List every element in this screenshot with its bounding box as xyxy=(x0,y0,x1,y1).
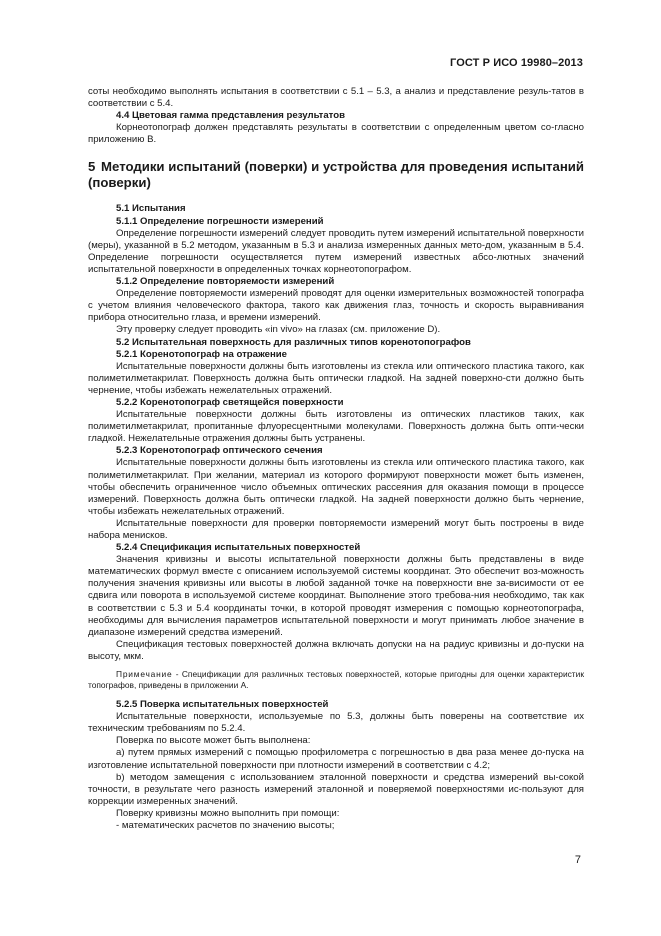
note-label: Примечание xyxy=(116,669,173,680)
section-number-5: 5 xyxy=(88,159,96,175)
paragraph-5-2-5b: Поверка по высоте может быть выполнена: xyxy=(116,735,311,747)
heading-5-1-2: 5.1.2 Определение повторяемости измерений xyxy=(116,276,335,288)
heading-5-2: 5.2 Испытательная поверхность для различных типов коренотопографов xyxy=(116,336,471,348)
paragraph-5-1-1: Определение погрешности измерений следует проводить путем измерений испытательной поверхности (меры), указанной в 5.2 методом, указанным в 5.3 и анализа измеренных данных мето-дом, указанным в 5.4. Определение погрешности осуществляется путем измерений известных абсо-лютных значений испытательной поверхности в определенных точках корнеотопографом. xyxy=(88,227,584,275)
section-heading-5 xyxy=(88,159,584,191)
paragraph-5-2-4a: Значения кривизны и высоты испытательной поверхности должны быть представлены в виде математических формул вместе с описанием используемой системы координат. Это обеспечит воз-можность получения значения кривизны или высоты в любой заданной точке на поверхности вне за-висимости от ее сдвига или поворота в используемой системе координат. Выполнение этого требова-ния необходимо, так как в соответствии с 5.3 и 5.4 координаты точки, в которой проводят измерения с помощью корнеотопографа, необходимы для вычисления параметров испытательной поверхности и могут принимать любое значение в диапазоне измерений средства измерений. xyxy=(88,554,584,638)
paragraph-5-2-5e: Поверку кривизны можно выполнить при помощи: xyxy=(116,807,340,819)
paragraph-5-2-3a: Испытательные поверхности должны быть изготовлены из стекла или оптического пластика такого, как полиметилметакрилат. При желании, материал из которого формируют поверхности может быть изменен, чтобы обеспечить ограниченное число объемных оптических рассеяния для оказания помощи в процессе измерений. Поверхность должна быть оптически гладкой. На задней поверхности должно быть чернение, чтобы избежать нежелательных отражений. xyxy=(88,457,584,517)
document-header: ГОСТ Р ИСО 19980–2013 xyxy=(450,57,583,69)
note-text: - Спецификации для различных тестовых поверхностей, которые пригодны для оценки характеристик топографов, приведены в приложении А. xyxy=(88,669,584,691)
paragraph-5-2-1: Испытательные поверхности должны быть изготовлены из стекла или оптического пластика такого, как полиметилметакрилат. Поверхность должна быть оптически гладкой. На задней поверхно-сти должно быть чернение, чтобы избежать нежелательных отражений. xyxy=(88,360,584,396)
section-title-5: Методики испытаний (поверки) и устройства для проведения испытаний (поверки) xyxy=(88,159,584,191)
page-number: 7 xyxy=(574,854,581,866)
paragraph-5-2-5a: Испытательные поверхности, используемые по 5.3, должны быть поверены на соответствие их техническим требованиям по 5.2.4. xyxy=(88,711,584,735)
heading-4-4: 4.4 Цветовая гамма представления результатов xyxy=(116,110,345,122)
document-body xyxy=(88,86,584,832)
heading-5-2-4: 5.2.4 Спецификация испытательных поверхностей xyxy=(116,542,361,554)
paragraph-intro: соты необходимо выполнять испытания в соответствии с 5.1 – 5.3, а анализ и представление резуль-татов в соответствии с 5.4. xyxy=(88,86,584,110)
heading-5-2-2: 5.2.2 Коренотопограф светящейся поверхности xyxy=(116,396,344,408)
list-item-a: а) путем прямых измерений с помощью профилометра с погрешностью в два раза менее до-пуска на изготовление испытательной поверхности при плотности измерений в соответствии с 4.2; xyxy=(88,747,584,771)
list-item-b: b) методом замещения с использованием эталонной поверхности и средства измерений вы-сокой точности, в результате чего разность измерений эталонной и поверяемой поверхностями ис-пользуют для коррекции измеренных значений. xyxy=(88,771,584,807)
paragraph-5-1-2b: Эту проверку следует проводить «in vivo» на глазах (см. приложение D). xyxy=(116,324,441,336)
list-item-dash: - математических расчетов по значению высоты; xyxy=(116,819,335,831)
paragraph-5-2-2: Испытательные поверхности должны быть изготовлены из оптических пластиков таких, как полиметилметакрилат, пропитанные флуоресцентными молекулами. Поверхность должна быть опти-чески гладкой. Нежелательные отражения должны быть устранены. xyxy=(88,409,584,445)
heading-5-1-1: 5.1.1 Определение погрешности измерений xyxy=(116,215,324,227)
paragraph-5-2-3b: Испытательные поверхности для проверки повторяемости измерений могут быть построены в виде набора менисков. xyxy=(88,517,584,541)
heading-5-1: 5.1 Испытания xyxy=(116,203,186,215)
heading-5-2-1: 5.2.1 Коренотопограф на отражение xyxy=(116,348,288,360)
paragraph-4-4: Корнеотопограф должен представлять результаты в соответствии с определенным цветом со-гласно приложению В. xyxy=(88,122,584,146)
paragraph-5-1-2a: Определение повторяемости измерений проводят для оценки измерительных возможностей топографа с учетом влияния человеческого фактора, такого как движения глаз, точность и скорость выравнивания прибора относительно глаза, и времени измерений. xyxy=(88,288,584,324)
heading-5-2-3: 5.2.3 Коренотопограф оптического сечения xyxy=(116,445,323,457)
paragraph-5-2-4b: Спецификация тестовых поверхностей должна включать допуски на на радиус кривизны и до-пуски на высоту, мкм. xyxy=(88,638,584,662)
note xyxy=(88,669,584,691)
heading-5-2-5: 5.2.5 Поверка испытательных поверхностей xyxy=(116,699,329,711)
